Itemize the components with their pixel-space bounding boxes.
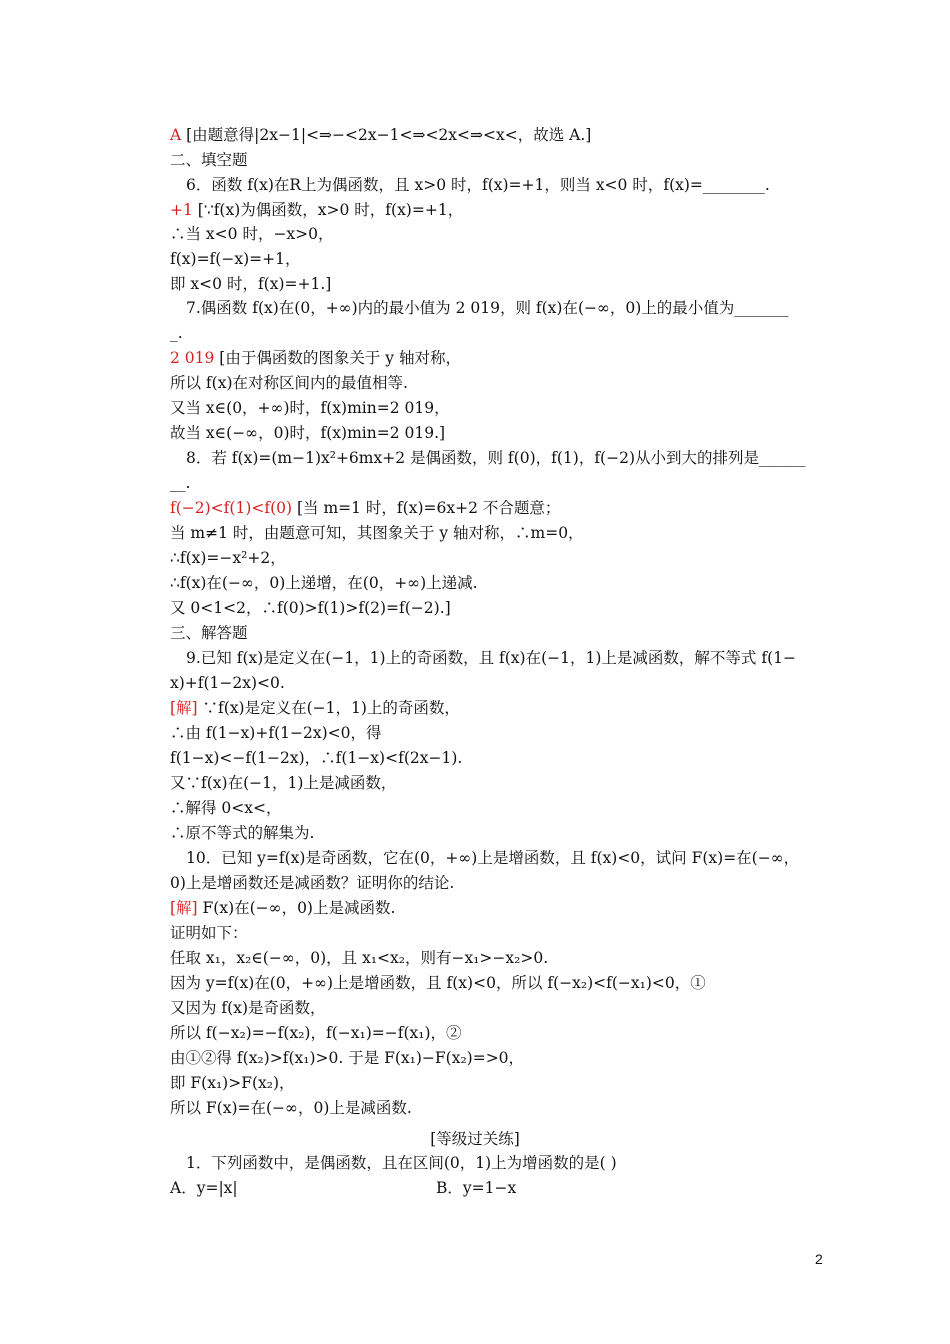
text-line (170, 573, 478, 593)
line-text: 7.偶函数 f(x)在(0，+∞)内的最小值为 2 019，则 f(x)在(−∞，0)上的最小值为_______ (186, 299, 789, 317)
text-line (170, 723, 381, 743)
text-line (186, 298, 789, 318)
text-line (170, 323, 183, 343)
line-text: ∴由 f(1−x)+f(1−2x)<0，得 (170, 724, 382, 742)
line-text: 又因为 f(x)是奇函数， (170, 999, 326, 1017)
text-line (170, 274, 331, 294)
text-line (170, 673, 285, 693)
text-line (170, 923, 248, 943)
line-text: 10．已知 y=f(x)是奇函数，它在(0，+∞)上是增函数，且 f(x)<0，试问 F(x)=在(−∞， (186, 849, 800, 867)
line-text: 又当 x∈(0，+∞)时，f(x)min=2 019， (170, 399, 450, 417)
text-line (170, 348, 461, 368)
text-line (170, 698, 460, 718)
line-text: F(x)在(−∞，0)上是减函数. (197, 899, 396, 917)
line-text: 故当 x∈(−∞，0)时，f(x)min=2 019.] (170, 424, 446, 442)
text-line (170, 224, 334, 244)
line-text: 因为 y=f(x)在(0，+∞)上是增函数，且 f(x)<0，所以 f(−x₂)<f(−x₁)<0，① (170, 974, 706, 992)
line-text: f(x)=f(−x)=+1， (170, 250, 301, 268)
text-line (170, 1098, 412, 1118)
text-line (170, 873, 454, 893)
answer-mark: [解] (170, 699, 198, 717)
text-line (170, 798, 282, 818)
text-line (186, 648, 796, 668)
answer-mark: f(−2)<f(1)<f(0) (170, 499, 293, 517)
text-line (170, 249, 300, 269)
option-a: A．y=|x| (170, 1179, 238, 1197)
line-text: 6．函数 f(x)在R上为偶函数，且 x>0 时，f(x)=+1，则当 x<0 时，f(x)=________. (186, 176, 770, 194)
text-line (186, 175, 770, 195)
line-text: 任取 x₁，x₂∈(−∞，0)，且 x₁<x₂，则有−x₁>−x₂>0. (170, 949, 549, 967)
line-text: ∴f(x)=−x²+2， (170, 549, 286, 567)
answer-mark: 2 019 (170, 349, 215, 367)
line-text: 即 F(x₁)>F(x₂)， (170, 1074, 295, 1092)
text-line (170, 973, 706, 993)
text-line (170, 523, 584, 543)
line-text: 9.已知 f(x)是定义在(−1，1)上的奇函数，且 f(x)在(−1，1)上是减函数，解不等式 f(1− (186, 649, 796, 667)
line-text: _. (170, 324, 183, 342)
text-line (170, 748, 462, 768)
text-line (170, 898, 395, 918)
text-line (170, 498, 560, 518)
text-line (170, 200, 463, 220)
text-line (170, 598, 451, 618)
text-line (186, 848, 799, 868)
line-text: ∴解得 0<x<， (170, 799, 282, 817)
answer-mark: [解] (170, 899, 198, 917)
option-b: B．y=1−x (436, 1179, 517, 1197)
text-line (170, 398, 450, 418)
text-line (170, 373, 408, 393)
text-line (170, 423, 445, 443)
section-heading: [等级过关练] (430, 1130, 520, 1148)
line-text: 二、填空题 (170, 151, 248, 169)
line-text: 又∵f(x)在(−1，1)上是减函数， (170, 774, 397, 792)
line-text: ∴原不等式的解集为. (170, 824, 315, 842)
text-line (170, 473, 190, 493)
text-line (170, 1023, 462, 1043)
line-text: 8．若 f(x)=(m−1)x²+6mx+2 是偶函数，则 f(0)，f(1)，f(−2)从小到大的排列是______ (186, 449, 806, 467)
text-line (170, 998, 326, 1018)
text-line (170, 1048, 524, 1068)
line-text: 所以 F(x)=在(−∞，0)上是减函数. (170, 1099, 412, 1117)
line-text: 又 0<1<2，∴f(0)>f(1)>f(2)=f(−2).] (170, 599, 451, 617)
line-text: 三、解答题 (170, 624, 248, 642)
text-line (170, 150, 248, 170)
text-line (170, 948, 548, 968)
line-text: 由①②得 f(x₂)>f(x₁)>0. 于是 F(x₁)−F(x₂)=>0， (170, 1049, 525, 1067)
line-text: ∴当 x<0 时，−x>0， (170, 225, 334, 243)
text-line (186, 1153, 617, 1173)
line-text: __. (170, 474, 191, 492)
text-line (170, 823, 314, 843)
line-text: 即 x<0 时，f(x)=+1.] (170, 275, 332, 293)
line-text: [由题意得|2x−1|<⇒−<2x−1<⇒<2x<⇒<x<，故选 A.] (181, 126, 592, 144)
line-text: x)+f(1−2x)<0. (170, 674, 285, 692)
text-line (186, 448, 806, 468)
text-line (170, 548, 286, 568)
line-text: 1．下列函数中，是偶函数，且在区间(0，1)上为增函数的是( ) (186, 1154, 617, 1172)
line-text: 当 m≠1 时，由题意可知，其图象关于 y 轴对称，∴m=0， (170, 524, 584, 542)
line-text: ∵f(x)是定义在(−1，1)上的奇函数， (197, 699, 460, 717)
line-text: 所以 f(−x₂)=−f(x₂)，f(−x₁)=−f(x₁)，② (170, 1024, 462, 1042)
line-text: 所以 f(x)在对称区间内的最值相等. (170, 374, 408, 392)
line-text: f(1−x)<−f(1−2x)，∴f(1−x)<f(2x−1). (170, 749, 463, 767)
text-line (170, 773, 396, 793)
line-text: [由于偶函数的图象关于 y 轴对称， (214, 349, 461, 367)
line-text: [当 m=1 时，f(x)=6x+2 不合题意； (292, 499, 561, 517)
line-text: 证明如下： (170, 924, 248, 942)
text-line (170, 623, 248, 643)
answer-mark: +1 (170, 201, 193, 219)
answer-mark: A (170, 126, 182, 144)
text-line (170, 125, 591, 145)
line-text: ∴f(x)在(−∞，0)上递增，在(0，+∞)上递减. (170, 574, 478, 592)
page-number: 2 (815, 1251, 823, 1267)
text-line (170, 1073, 295, 1093)
line-text: [∵f(x)为偶函数，x>0 时，f(x)=+1， (192, 201, 464, 219)
line-text: 0)上是增函数还是减函数？证明你的结论. (170, 874, 455, 892)
